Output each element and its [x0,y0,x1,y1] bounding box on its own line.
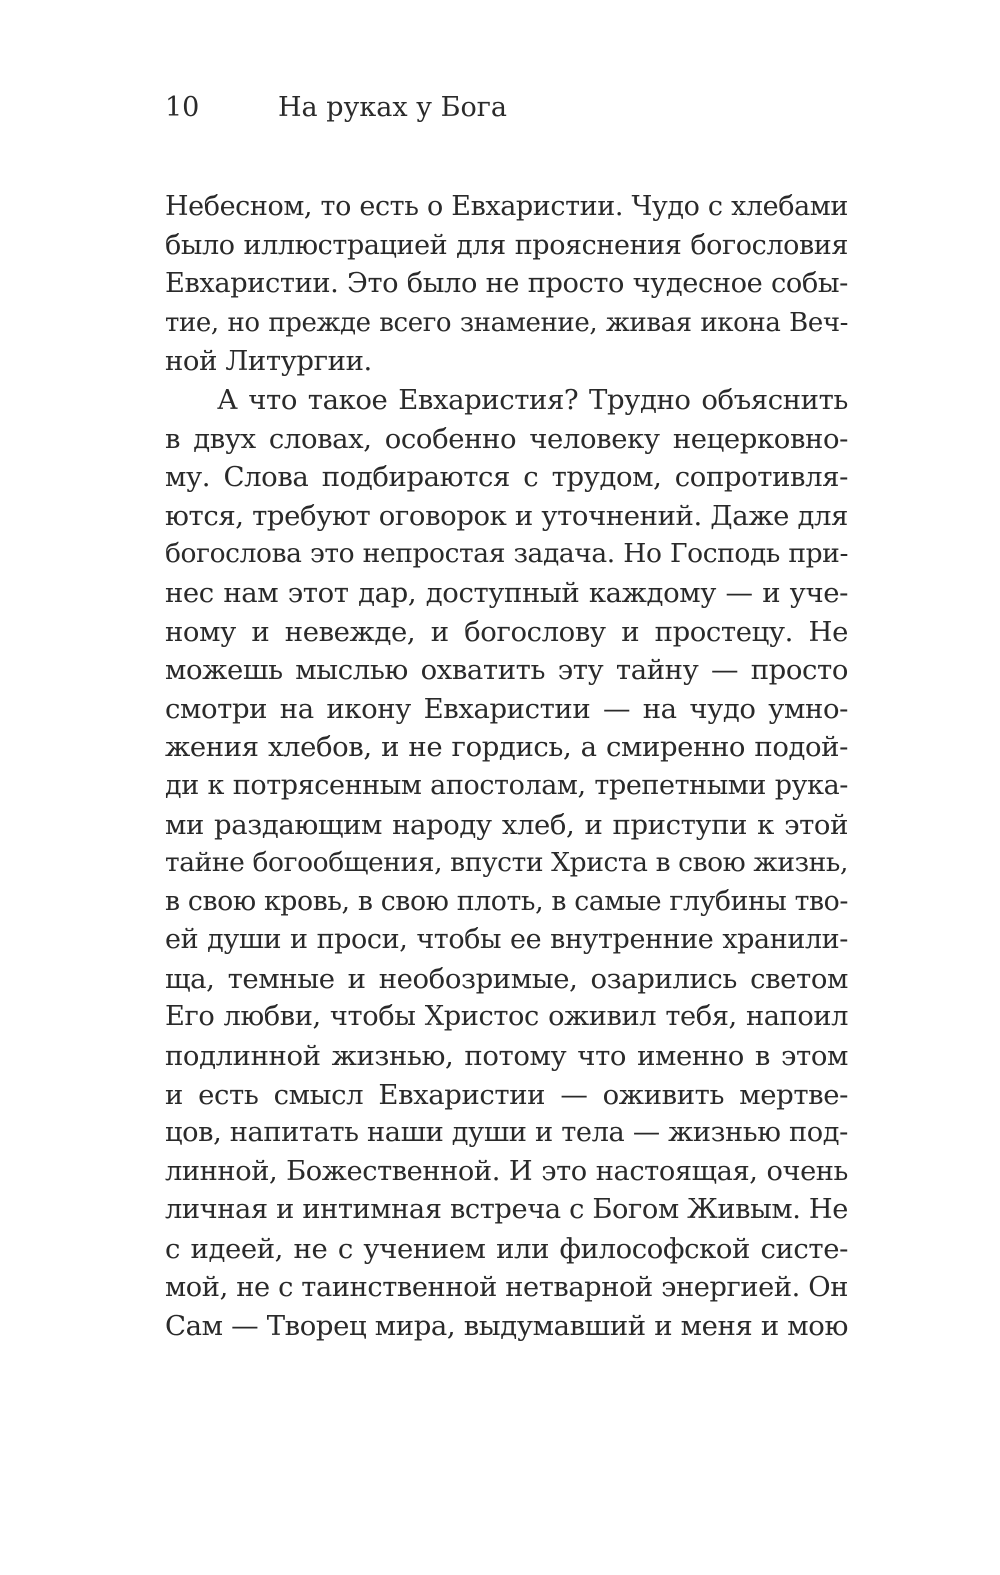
page-number: 10 [165,92,200,123]
text-line: в свою кровь, в свою плоть, в самые глубины тво- [165,885,848,917]
text-line: ща, темные и необозримые, озарились светом [165,962,848,995]
text-line: можешь мыслью охватить эту тайну — просто [165,654,848,687]
text-line: тайне богообщения, впусти Христа в свою жизнь, [165,847,848,879]
text-line: подлинной жизнью, потому что именно в этом [165,1040,848,1073]
text-line: Небесном, то есть о Евхаристии. Чудо с хлебами [165,191,848,222]
book-title: На руках у Бога [278,92,507,123]
text-line: ются, требуют оговорок и уточнений. Даже для [165,499,848,532]
text-line: мой, не с таинственной нетварной энергией. Он [165,1271,848,1303]
text-line: нес нам этот дар, доступный каждому — и уче- [165,576,848,609]
text-line: му. Слова подбираются с трудом, сопротивля- [165,461,848,494]
text-line: тие, но прежде всего знамение, живая икона Веч- [165,307,848,338]
paragraph-first-line: А что такое Евхаристия? Трудно объяснить [217,383,848,416]
text-line: в двух словах, особенно человеку нецерковно- [165,422,848,455]
running-head [165,88,850,128]
text-line: Евхаристии. Это было не просто чудесное собы- [165,268,848,300]
text-line: ми раздающим народу хлеб, и приступи к этой [165,808,848,841]
text-line: Сам — Творец мира, выдумавший и меня и мою [165,1310,848,1343]
text-line: жения хлебов, и не гордись, а смиренно подой- [165,731,848,764]
text-line: смотри на икону Евхаристии — на чудо умно- [165,692,848,725]
text-line: было иллюстрацией для прояснения богословия [165,229,848,261]
text-line: с идеей, не с учением или философской систе- [165,1233,848,1266]
text-line: линной, Божественной. И это настоящая, очень [165,1155,848,1187]
body-text [165,188,848,1346]
text-line: и есть смысл Евхаристии — оживить мертве- [165,1078,848,1111]
text-line: Его любви, чтобы Христос оживил тебя, напоил [165,1001,848,1033]
text-line: цов, напитать наши души и тела — жизнью под- [165,1117,848,1149]
text-line: ному и невежде, и богослову и простецу. Не [165,615,848,648]
text-line: ной Литургии. [165,345,372,378]
text-line: ди к потрясенным апостолам, трепетными рука- [165,769,848,801]
text-line: богослова это непростая задача. Но Господь при- [165,538,848,570]
text-line: личная и интимная встреча с Богом Живым. Не [165,1194,848,1226]
text-line: ей души и проси, чтобы ее внутренние хранили- [165,924,848,956]
